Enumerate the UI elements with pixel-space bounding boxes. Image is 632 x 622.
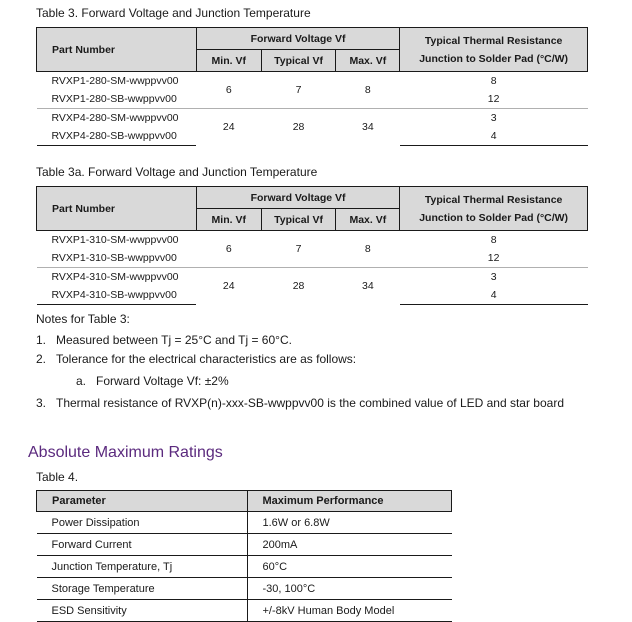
table-row — [37, 600, 452, 622]
note-subitem: a. Forward Voltage Vf: ±2% — [76, 374, 229, 388]
thermal-resistance-header: Typical Thermal Resistance Junction to Solder Pad (°C/W) — [400, 187, 588, 231]
notes-title: Notes for Table 3: — [36, 312, 130, 326]
value-cell: 1.6W or 6.8W — [247, 512, 452, 534]
note-item: 1. Measured between Tj = 25°C and Tj = 60°C. — [36, 333, 292, 347]
table3a — [36, 186, 588, 305]
table3-caption: Table 3. Forward Voltage and Junction Temperature — [36, 6, 311, 20]
table-row — [37, 231, 588, 250]
thermal-cell: 3 — [400, 109, 588, 128]
thermal-cell: 8 — [400, 72, 588, 91]
part-number-cell: RVXP1-280-SB-wwppvv00 — [51, 93, 177, 105]
typical-vf-header: Typical Vf — [261, 209, 336, 231]
min-vf-header: Min. Vf — [196, 209, 261, 231]
min-vf-cell: 24 — [196, 268, 261, 305]
thermal-cell: 8 — [400, 231, 588, 250]
value-cell: +/-8kV Human Body Model — [247, 600, 452, 622]
thermal-cell: 3 — [400, 268, 588, 287]
max-vf-header: Max. Vf — [336, 50, 400, 72]
table-row — [37, 578, 452, 600]
table-row — [37, 556, 452, 578]
part-number-cell: RVXP1-310-SB-wwppvv00 — [51, 252, 177, 264]
part-number-cell: RVXP4-310-SB-wwppvv00 — [37, 286, 197, 305]
min-vf-header: Min. Vf — [196, 50, 261, 72]
table4 — [36, 490, 452, 622]
value-cell: 60°C — [247, 556, 452, 578]
parameter-cell: Storage Temperature — [37, 578, 248, 600]
max-vf-cell: 34 — [336, 268, 400, 305]
value-cell: -30, 100°C — [247, 578, 452, 600]
table3 — [36, 27, 588, 146]
part-number-cell: RVXP4-310-SM-wwppvv00 — [37, 268, 197, 287]
thermal-cell: 4 — [400, 127, 588, 146]
table-row — [37, 72, 588, 91]
forward-voltage-header: Forward Voltage Vf — [196, 187, 399, 209]
part-number-cell: RVXP1-310-SM-wwppvv00 — [37, 231, 197, 250]
part-number-cell: RVXP1-280-SM-wwppvv00 — [37, 72, 197, 91]
forward-voltage-header: Forward Voltage Vf — [196, 28, 399, 50]
max-vf-cell: 34 — [336, 109, 400, 146]
note-item: 3. Thermal resistance of RVXP(n)-xxx-SB-wwppvv00 is the combined value of LED and star board — [36, 396, 565, 410]
max-vf-cell: 8 — [336, 72, 400, 109]
typical-vf-cell: 7 — [261, 72, 336, 109]
typical-vf-cell: 28 — [261, 268, 336, 305]
parameter-cell: Junction Temperature, Tj — [37, 556, 248, 578]
min-vf-cell: 24 — [196, 109, 261, 146]
table-row — [37, 512, 452, 534]
table4-caption: Table 4. — [36, 470, 79, 484]
parameter-cell: ESD Sensitivity — [37, 600, 248, 622]
note-item: 2. Tolerance for the electrical characteristics are as follows: — [36, 352, 357, 366]
max-performance-header: Maximum Performance — [247, 491, 452, 512]
max-vf-cell: 8 — [336, 231, 400, 268]
typical-vf-header: Typical Vf — [261, 50, 336, 72]
max-vf-header: Max. Vf — [336, 209, 400, 231]
parameter-cell: Forward Current — [37, 534, 248, 556]
thermal-resistance-header: Typical Thermal Resistance Junction to Solder Pad (°C/W) — [400, 28, 588, 72]
thermal-cell: 12 — [487, 93, 500, 105]
table-row — [37, 268, 588, 287]
min-vf-cell: 6 — [196, 231, 261, 268]
table-row — [37, 534, 452, 556]
part-number-header: Part Number — [37, 187, 197, 231]
typical-vf-cell: 7 — [261, 231, 336, 268]
thermal-cell: 12 — [487, 252, 500, 264]
thermal-cell: 4 — [400, 286, 588, 305]
min-vf-cell: 6 — [196, 72, 261, 109]
part-number-header: Part Number — [37, 28, 197, 72]
part-number-cell: RVXP4-280-SB-wwppvv00 — [37, 127, 197, 146]
table-row — [37, 109, 588, 128]
part-number-cell: RVXP4-280-SM-wwppvv00 — [37, 109, 197, 128]
parameter-cell: Power Dissipation — [37, 512, 248, 534]
typical-vf-cell: 28 — [261, 109, 336, 146]
parameter-header: Parameter — [37, 491, 248, 512]
table3a-caption: Table 3a. Forward Voltage and Junction Temperature — [36, 165, 318, 179]
value-cell: 200mA — [247, 534, 452, 556]
section-title: Absolute Maximum Ratings — [28, 444, 223, 461]
